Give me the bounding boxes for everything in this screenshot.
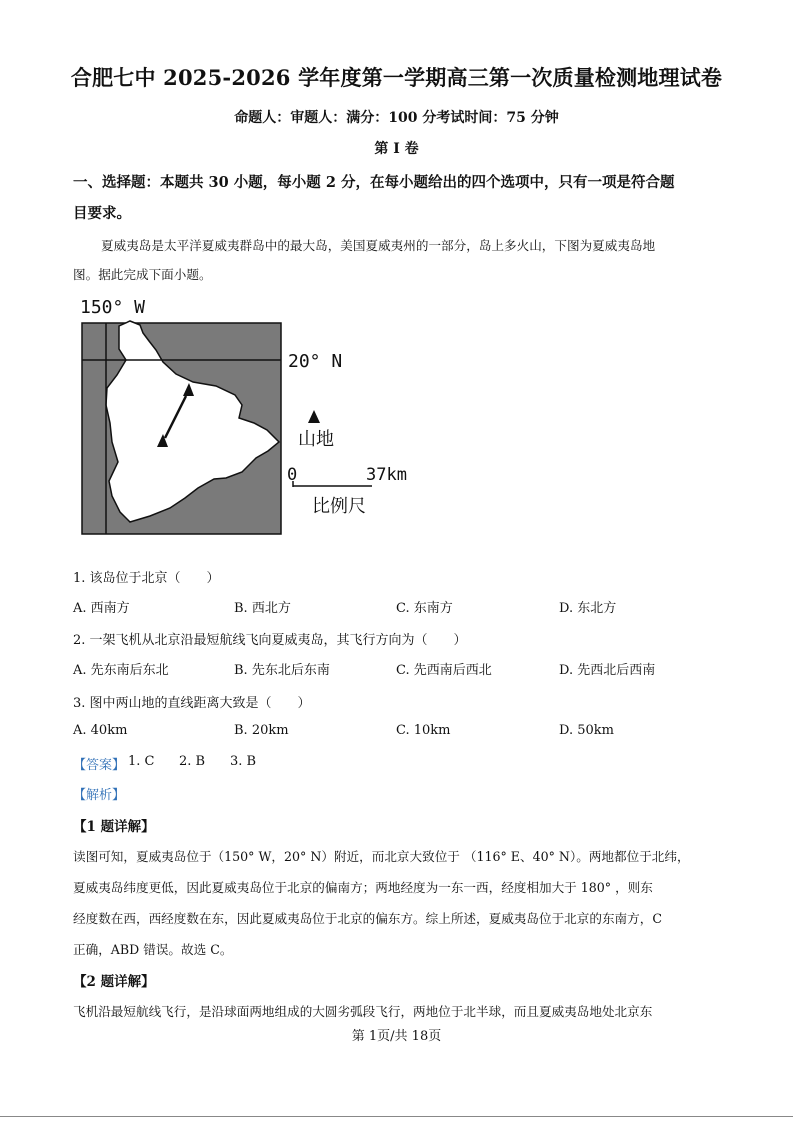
q1-option-b: B. 西北方 — [234, 601, 291, 616]
scale-zero: 0 — [287, 465, 298, 485]
answer-item-3: 3. B — [230, 754, 257, 769]
legend-mountain-icon — [308, 410, 320, 423]
latitude-label: 20° N — [288, 351, 343, 372]
q1-detail-line: 正确，ABD 错误。故选 C。 — [73, 942, 233, 957]
q1-option-a: A. 西南方 — [73, 601, 130, 616]
question-1: 1. 该岛位于北京（ ） — [73, 571, 220, 586]
answer-item-1: 1. C — [128, 754, 155, 769]
q1-detail-heading: 【1 题详解】 — [73, 819, 155, 835]
q3-option-a: A. 40km — [73, 723, 128, 738]
section-heading-cont: 目要求。 — [73, 205, 131, 222]
volume-label: 第 I 卷 — [374, 141, 419, 157]
legend-label: 山地 — [298, 429, 334, 450]
scale-caption: 比例尺 — [312, 496, 366, 517]
answer-item-2: 2. B — [179, 754, 206, 769]
answer-label: 【答案】 — [73, 758, 126, 773]
q2-detail-line: 飞机沿最短航线飞行，是沿球面两地组成的大圆劣弧段飞行，两地位于北半球，而且夏威夷岛地处北京东 — [73, 1004, 653, 1019]
question-2: 2. 一架飞机从北京沿最短航线飞向夏威夷岛，其飞行方向为（ ） — [73, 633, 467, 648]
q3-option-c: C. 10km — [396, 723, 451, 738]
q3-option-b: B. 20km — [234, 723, 289, 738]
intro-text: 夏威夷岛是太平洋夏威夷群岛中的最大岛，美国夏威夷州的一部分，岛上多火山，下图为夏威夷岛地 — [101, 238, 656, 253]
exam-meta: 命题人：审题人：满分：100 分考试时间：75 分钟 — [234, 110, 559, 126]
scale-end: 37km — [366, 465, 407, 485]
section-heading: 一、选择题：本题共 30 小题，每小题 2 分，在每小题给出的四个选项中，只有一项是符合题 — [73, 174, 675, 191]
question-3: 3. 图中两山地的直线距离大致是（ ） — [73, 696, 311, 711]
q2-detail-heading: 【2 题详解】 — [73, 974, 155, 990]
q1-detail-line: 经度数在西，西经度数在东，因此夏威夷岛位于北京的偏东方。综上所述，夏威夷岛位于北京的东南方，C — [73, 911, 662, 926]
q1-detail-line: 夏威夷岛纬度更低，因此夏威夷岛位于北京的偏南方；两地经度为一东一西，经度相加大于 180° ，则东 — [73, 880, 653, 895]
q1-detail-line: 读图可知，夏威夷岛位于（150° W，20° N）附近，而北京大致位于 （116° E、40° N）。两地都位于北纬， — [73, 849, 690, 864]
page-bottom-rule — [0, 1116, 793, 1117]
exam-title: 合肥七中 2025-2026 学年度第一学期高三第一次质量检测地理试卷 — [70, 65, 723, 90]
q2-option-b: B. 先东北后东南 — [234, 663, 330, 678]
q1-option-d: D. 东北方 — [559, 601, 617, 616]
analysis-label: 【解析】 — [73, 788, 126, 803]
intro-text-cont: 图。据此完成下面小题。 — [73, 267, 212, 282]
hawaii-map — [72, 292, 422, 542]
q2-option-a: A. 先东南后东北 — [73, 663, 169, 678]
q1-option-c: C. 东南方 — [396, 601, 453, 616]
q2-option-d: D. 先西北后西南 — [559, 663, 656, 678]
q3-option-d: D. 50km — [559, 723, 614, 738]
q2-option-c: C. 先西南后西北 — [396, 663, 492, 678]
page-number: 第 1页/共 18页 — [351, 1029, 442, 1044]
longitude-label: 150° W — [80, 297, 146, 318]
